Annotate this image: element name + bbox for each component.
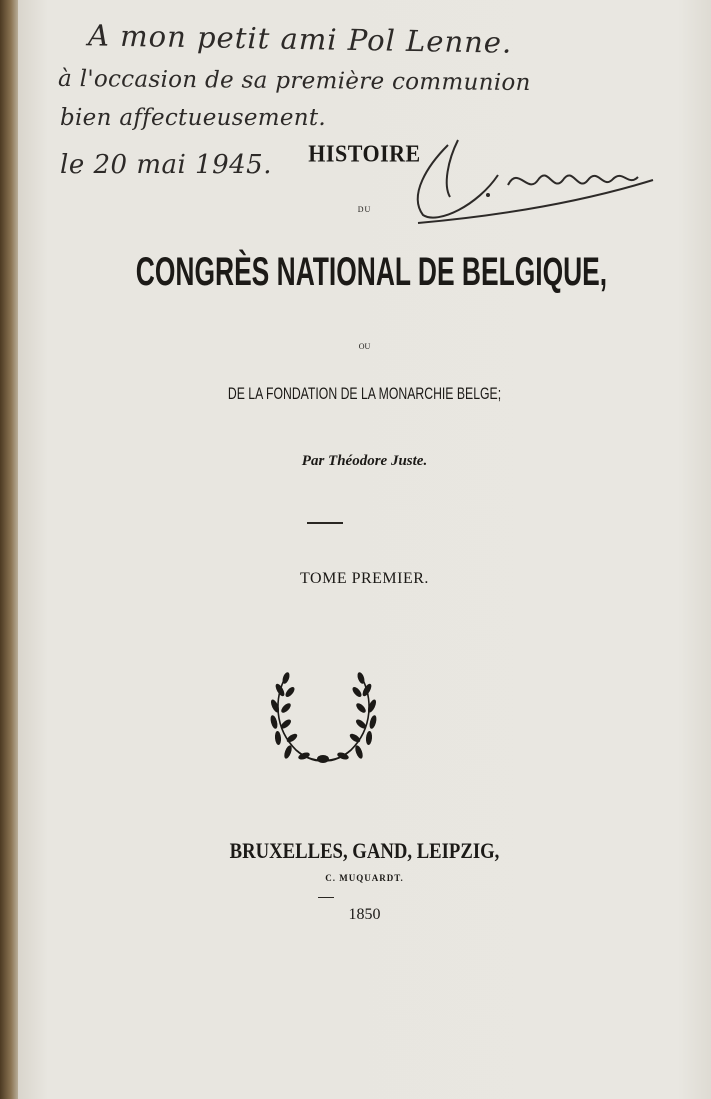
title-page bbox=[18, 0, 711, 1099]
inscription-date: le 20 mai 1945. bbox=[60, 150, 272, 180]
title-ou: OU bbox=[358, 342, 371, 351]
subtitle: DE LA FONDATION DE LA MONARCHIE BELGE; bbox=[227, 384, 502, 403]
volume-label: TOME PREMIER. bbox=[300, 570, 429, 587]
title-du: DU bbox=[357, 205, 372, 214]
inscription-line-1: A mon petit ami Pol Lenne. bbox=[87, 18, 513, 60]
publisher-cities: BRUXELLES, GAND, LEIPZIG, bbox=[229, 838, 500, 863]
divider-rule bbox=[307, 522, 343, 524]
publication-year: 1850 bbox=[348, 906, 381, 923]
publisher-name: C. MUQUARDT. bbox=[325, 873, 404, 883]
book-spine bbox=[0, 0, 18, 1099]
title-histoire: HISTOIRE bbox=[308, 139, 421, 168]
inscription-line-2: à l'occasion de sa première communion bbox=[57, 65, 531, 97]
inscription-line-3: bien affectueusement. bbox=[60, 105, 327, 131]
main-title: CONGRÈS NATIONAL DE BELGIQUE, bbox=[135, 250, 608, 294]
laurel-wreath-icon bbox=[256, 668, 391, 770]
author: Par Théodore Juste. bbox=[301, 453, 428, 469]
handwritten-inscription bbox=[18, 0, 711, 240]
divider-rule-small bbox=[318, 897, 334, 898]
